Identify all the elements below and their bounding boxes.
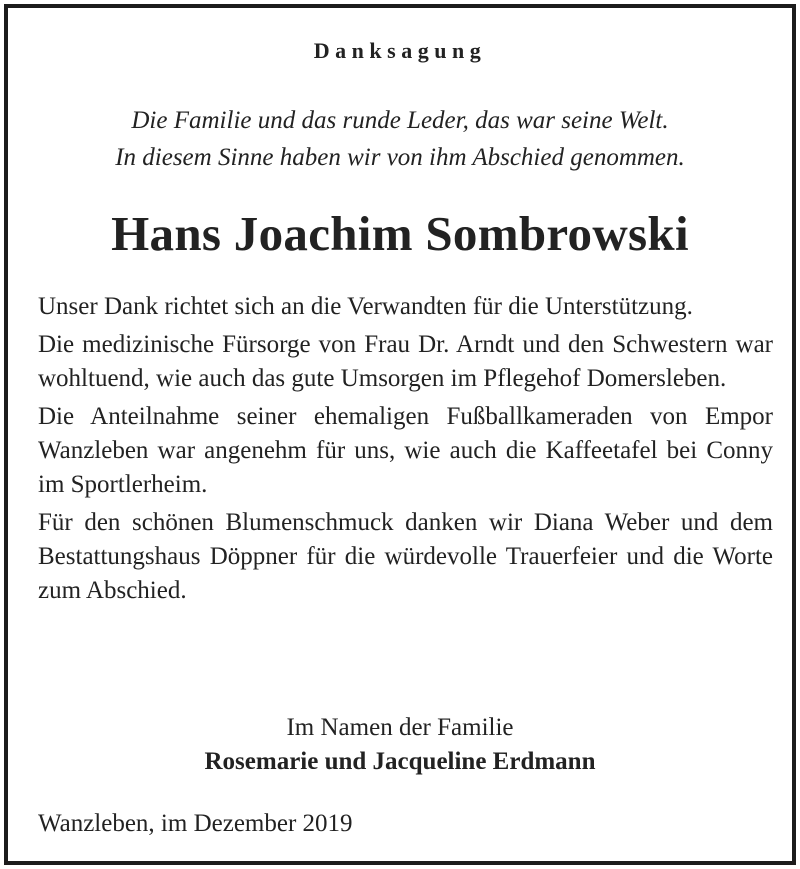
thanks-text <box>38 290 773 612</box>
thanks-paragraph-medical-care: Die medizinische Fürsorge von Frau Dr. Arndt und den Schwestern war wohltuend, wie auch das gute Umsorgen im Pflegehof Domersleben. <box>38 331 773 392</box>
signature-names: Rosemarie und Jacqueline Erdmann <box>204 748 596 775</box>
quote-line-2: In diesem Sinne haben wir von ihm Abschied genommen. <box>115 144 685 171</box>
place-and-date: Wanzleben, im Dezember 2019 <box>38 810 353 837</box>
thanks-paragraph-football-friends: Die Anteilnahme seiner ehemaligen Fußballkameraden von Empor Wanzleben war angenehm für uns, wie auch die Kaffeetafel bei Conny im Sportlerheim. <box>38 403 773 498</box>
signature-intro: Im Namen der Familie <box>286 714 514 741</box>
thanks-paragraph-relatives: Unser Dank richtet sich an die Verwandten für die Unterstützung. <box>38 293 693 320</box>
quote-line-1: Die Familie und das runde Leder, das war seine Welt. <box>131 107 669 134</box>
signature-block <box>8 711 792 779</box>
thanks-paragraph-flowers-funeral: Für den schönen Blumenschmuck danken wir Diana Weber und dem Bestattungshaus Döppner für die würdevolle Trauerfeier und die Worte zum Abschied. <box>38 509 773 604</box>
obituary-notice <box>4 4 796 865</box>
memorial-quote <box>8 102 792 176</box>
notice-heading: Danksagung <box>313 38 487 63</box>
deceased-name: Hans Joachim Sombrowski <box>111 206 689 261</box>
